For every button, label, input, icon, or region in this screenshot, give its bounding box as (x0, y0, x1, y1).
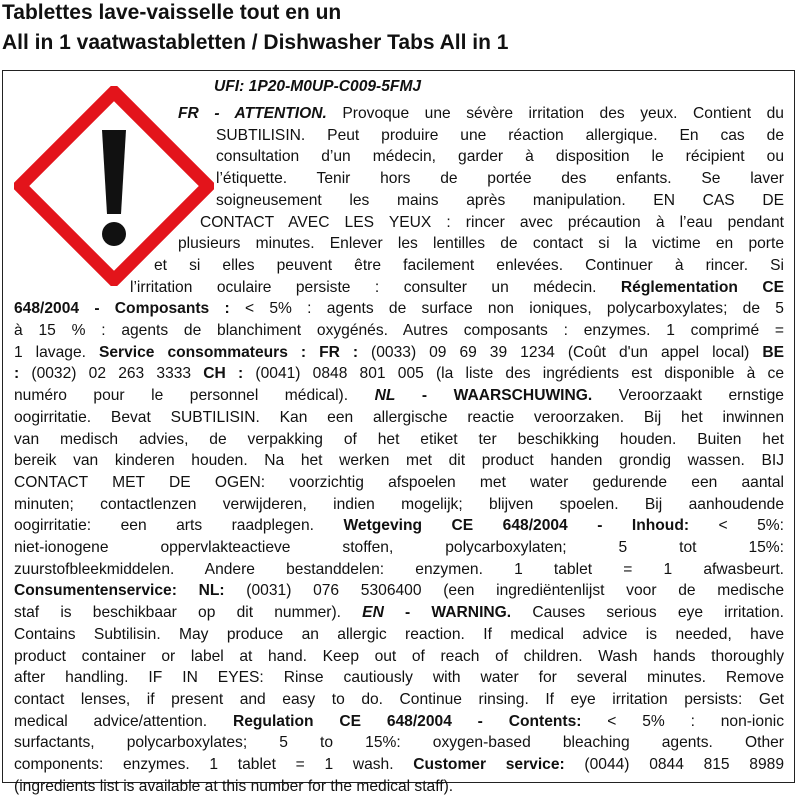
label-text-segment: contact lenses, if present and easy to do. Continue rinsing. If eye irritation persists: Get (14, 690, 784, 708)
label-text-segment: minuten; contactlenzen verwijderen, indien mogelijk; blijven spoelen. Bij aanhoudende (14, 495, 784, 513)
label-text-segment: SUBTILISIN. Peut produire une réaction allergique. En cas de (216, 126, 784, 144)
label-text-segment: Causes serious eye irritation. (511, 604, 784, 622)
label-text-segment: CH : (203, 365, 244, 383)
label-text-segment: - WARNING. (383, 604, 512, 622)
label-text-line (154, 255, 784, 277)
label-text-segment: Service consommateurs : FR : (98, 343, 359, 361)
label-text-line (14, 667, 784, 689)
label-text-line (14, 298, 784, 320)
label-text-segment: Consumentenservice: NL: (14, 582, 225, 600)
label-text-line (14, 580, 784, 602)
label-text-segment: (ingredients list is available at this number for the medical staff). (14, 777, 454, 795)
label-text-line (14, 646, 784, 668)
label-text-segment: l’irritation oculaire persiste : consulter un médecin. (130, 278, 621, 296)
label-text-segment: et si elles peuvent être facilement enlevées. Continuer à rincer. Si (154, 256, 784, 274)
label-text-segment: oogirritatie: een arts raadplegen. (14, 517, 344, 535)
label-text-line (216, 168, 784, 190)
label-text-line (14, 624, 784, 646)
label-text-line (14, 711, 784, 733)
label-text-line (14, 515, 784, 537)
label-text-segment: Veroorzaakt ernstige (592, 387, 784, 405)
label-text-line (14, 754, 784, 776)
label-text-segment: plusieurs minutes. Enlever les lentilles de contact si la victime en porte (178, 235, 784, 253)
label-text-line (14, 450, 784, 472)
label-text-segment: zuurstofbleekmiddelen. Andere bestanddelen: enzymen. 1 tablet = 1 afwasbeurt. (14, 560, 784, 578)
label-text-segment: < 5% : non-ionic (581, 712, 785, 730)
label-text-segment: < 5% : agents de surface non ioniques, polycarboxylates; de 5 (229, 300, 784, 318)
label-text-segment: numéro pour le personnel médical). (14, 387, 375, 405)
label-text-line (14, 559, 784, 581)
label-text-line (14, 429, 784, 451)
label-text-segment: van medisch advies, de verpakking of het etiket ter beschikking houden. Buiten het (14, 430, 784, 448)
label-text-segment: CONTACT AVEC LES YEUX : rincer avec précaution à l’eau pendant (200, 213, 784, 231)
label-text-line (14, 494, 784, 516)
label-text-line (14, 342, 784, 364)
label-text-line (200, 212, 784, 234)
label-text-line (14, 689, 784, 711)
label-text-segment: soigneusement les mains après manipulation. EN CAS DE (216, 191, 784, 209)
label-text-segment: (0041) 0848 801 005 (la liste des ingrédients est disponible à ce (243, 365, 784, 383)
label-text-segment: Customer service: (413, 756, 565, 773)
label-text-segment: CONTACT MET DE OGEN: voorzichtig afspoelen met water gedurende een aantal (14, 473, 784, 491)
label-text-line (216, 146, 784, 168)
label-text-segment: 648/2004 - Composants : (14, 300, 230, 318)
label-text-segment: medical advice/attention. (14, 712, 233, 730)
product-title-fr: Tablettes lave-vaisselle tout en un (2, 1, 342, 24)
label-text-segment: after handling. IF IN EYES: Rinse cautiously with water for several minutes. Remove (14, 669, 784, 687)
label-text-line (14, 776, 784, 797)
label-text-line (14, 385, 784, 407)
label-text-line (178, 233, 784, 255)
label-text-segment: - WAARSCHUWING. (395, 387, 593, 405)
label-text-line (14, 320, 784, 342)
label-text-segment: Réglementation CE (620, 278, 784, 296)
label-text-segment: EN (362, 604, 384, 622)
label-text-segment: consultation d’un médecin, garder à disposition le récipient ou (216, 148, 784, 166)
label-text-segment: staf is beschikbaar op dit nummer). (14, 604, 363, 622)
label-text-line (14, 537, 784, 559)
label-text-segment: (0031) 076 5306400 (een ingrediëntenlijst voor de medische (224, 582, 784, 600)
label-text-line (130, 277, 784, 299)
label-text-segment: niet-ionogene oppervlakteactieve stoffen, polycarboxylaten; 5 tot 15%: (14, 539, 784, 556)
label-text-line (14, 407, 784, 429)
label-text-segment: < 5%: (689, 517, 784, 535)
label-text-segment: (0044) 0844 815 8989 (564, 756, 784, 773)
label-text-line (14, 363, 784, 385)
label-text-line (14, 602, 784, 624)
label-text-segment: l’étiquette. Tenir hors de portée des enfants. Se laver (216, 170, 784, 188)
label-text-segment: Regulation CE 648/2004 - Contents: (232, 712, 582, 730)
product-title-nl-en: All in 1 vaatwastabletten / Dishwasher Tabs All in 1 (2, 31, 509, 54)
label-text-line (14, 472, 784, 494)
label-text-segment: Wetgeving CE 648/2004 - Inhoud: (343, 517, 690, 535)
label-text-segment: FR - ATTENTION. (178, 105, 327, 122)
label-text-segment: Provoque une sévère irritation des yeux. Contient du (326, 105, 784, 122)
label-text-segment: product container or label at hand. Keep out of reach of children. Wash hands thoroughly (14, 647, 784, 665)
label-text-segment: surfactants, polycarboxylates; 5 to 15%: oxygen-based bleaching agents. Other (14, 734, 784, 752)
label-text-segment: : (14, 365, 20, 383)
label-text-segment: à 15 % : agents de blanchiment oxygénés. Autres composants : enzymes. 1 comprimé = (14, 322, 784, 339)
label-text-segment: components: enzymes. 1 tablet = 1 wash. (14, 756, 414, 773)
ufi-code: UFI: 1P20-M0UP-C009-5FMJ (214, 78, 422, 95)
label-text-segment: (0033) 09 69 39 1234 (Coût d'un appel local) (358, 343, 763, 361)
label-text-segment: 1 lavage. (14, 343, 99, 361)
label-text-line (14, 732, 784, 754)
label-text-segment: BE (762, 343, 785, 361)
label-text-segment: Contains Subtilisin. May produce an allergic reaction. If medical advice is needed, have (14, 625, 784, 643)
label-text-segment: (0032) 02 263 3333 (19, 365, 204, 383)
label-text-line (216, 190, 784, 212)
label-text-segment: bereik van kinderen houden. Na het werken met dit product handen grondig wassen. BIJ (14, 452, 784, 470)
label-text-line (216, 125, 784, 147)
label-text-segment: oogirritatie. Bevat SUBTILISIN. Kan een allergische reactie veroorzaken. Bij het inwinnen (14, 408, 784, 426)
label-text-line (178, 103, 784, 125)
label-text-segment: NL (374, 387, 396, 405)
